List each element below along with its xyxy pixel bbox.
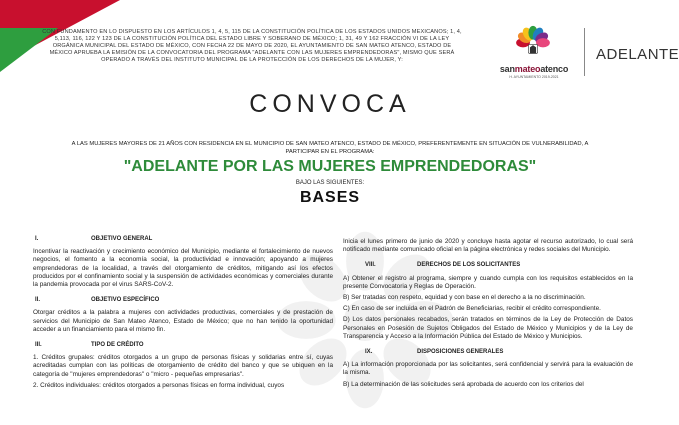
- list-item: B) La determinación de las solicitudes será aprobada de acuerdo con los criterios del: [343, 380, 584, 388]
- left-column: [33, 228, 333, 393]
- flower-logo-icon: [510, 24, 556, 60]
- section-heading: III. TIPO DE CRÉDITO: [35, 342, 144, 349]
- list-item: A) Obtener el registro al programa, siempre y cuando cumpla con los requisitos establecidos en la presente Convocatoria y Reglas de Operación.: [343, 274, 633, 290]
- page-title: CONVOCA: [249, 90, 411, 118]
- logo-subtitle: H. AYUNTAMIENTO 2019-2021: [509, 75, 559, 79]
- slogan: ADELANTE: [596, 46, 679, 63]
- municipality-logo: [488, 20, 679, 80]
- list-item: A) La información proporcionada por las solicitantes, será confidencial y servirá para la evaluación de la misma.: [343, 361, 633, 377]
- intro-text: A LAS MUJERES MAYORES DE 21 AÑOS CON RESIDENCIA EN EL MUNICIPIO DE SAN MATEO ATENCO, ESTADO DE MÉXICO, PREFERENTEMENTE EN SITUACIÓN DE VULNERABILIDAD, A PARTICIPAR EN EL PROGRAMA:: [71, 141, 589, 155]
- section-heading: I. OBJETIVO GENERAL: [35, 236, 153, 242]
- list-item: D) Los datos personales recabados, serán tratados en términos de la Ley de Protección de Datos Personales en Posesión de Sujetos Obligados del Estado de México y Municipios y de la Ley de Transparencia y Acceso a la Información Pública del Estado de México y Municipios.: [343, 316, 633, 340]
- logo-divider: [584, 28, 585, 76]
- right-column: [343, 238, 633, 392]
- section-heading: II. OBJETIVO ESPECÍFICO: [35, 297, 160, 304]
- section-body: Inicia el lunes primero de junio de 2020 y concluye hasta agotar el recurso autorizado, lo cual será notificado mediante comunicado oficial en la página electrónica y redes sociales del Municipio.: [343, 238, 633, 254]
- list-item: B) Ser tratadas con respeto, equidad y con base en el derecho a la no discriminación.: [343, 294, 586, 302]
- section-paragraph: 1. Créditos grupales: créditos otorgados a un grupo de personas físicas y solidarias entre sí, cuyas acreditadas cumplan con las políticas de otorgamiento de crédito del banco y que se ubiquen en la categoría de "mujeres emprendedoras" o "micro - pequeñas empresarias".: [33, 354, 333, 378]
- bajo-text: BAJO LAS SIGUIENTES:: [295, 180, 365, 186]
- section-body: Incentivar la reactivación y crecimiento económico del Municipio, mediante el fortalecimiento de nuevos negocios, el fomento a la economía social, la productividad e innovación; apoyando a mujeres emprendedoras de la localidad, a través del otorgamiento de créditos, mitigando así los efectos producidos por el confinamiento social y la suspensión de actividades económicas y comerciales durante la pandemia provocada por el virus SARS-CoV-2.: [33, 248, 333, 289]
- section-paragraph: 2. Créditos individuales: créditos otorgados a personas físicas en forma individual, cuyos: [33, 381, 285, 389]
- section-heading: IX. DISPOSICIONES GENERALES: [365, 349, 504, 356]
- legal-preamble: CON FUNDAMENTO EN LO DISPUESTO EN LOS ARTÍCULOS 1, 4, 5, 115 DE LA CONSTITUCIÓN POLÍTICA DE LOS ESTADOS UNIDOS MEXICANOS; 1, 4, 5,113, 116, 122 Y 123 DE LA CONSTITUCIÓN POLÍTICA DEL ESTADO LIBRE Y SOBERANO DE MÉXICO; 1, 31, 49 Y 162 FRACCIÓN VI DE LA LEY ORGÁNICA MUNICIPAL DEL ESTADO DE MÉXICO, CON FECHA 22 DE MAYO DE 2020, EL AYUNTAMIENTO DE SAN MATEO ATENCO, ESTADO DE MÉXICO APRUEBA LA EMISIÓN DE LA CONVOCATORIA DEL PROGRAMA "ADELANTE CON LAS MUJERES EMPRENDEDORAS", MISMO QUE SERÁ OPERADO A TRAVÉS DEL INSTITUTO MUNICIPAL DE LA PROTECCIÓN DE LOS DERECHOS DE LA MUJER, Y:: [42, 29, 462, 63]
- list-item: C) En caso de ser incluida en el Padrón de Beneficiarias, recibir el crédito correspondiente.: [343, 305, 601, 313]
- logo-petal: [536, 38, 550, 47]
- section-body: Otorgar créditos a la palabra a mujeres con actividades productivas, comerciales y de prestación de servicios del Municipio de San Mateo Atenco, Estado de México; que no han tenido la oportunidad acceder a un financiamiento para el mismo fin.: [33, 309, 333, 333]
- section-heading: VIII. DERECHOS DE LOS SOLICITANTES: [365, 262, 521, 269]
- program-name: "ADELANTE POR LAS MUJERES EMPRENDEDORAS": [123, 158, 537, 175]
- bases-heading: BASES: [299, 189, 361, 206]
- logo-wordmark: sanmateoatenco: [499, 64, 569, 74]
